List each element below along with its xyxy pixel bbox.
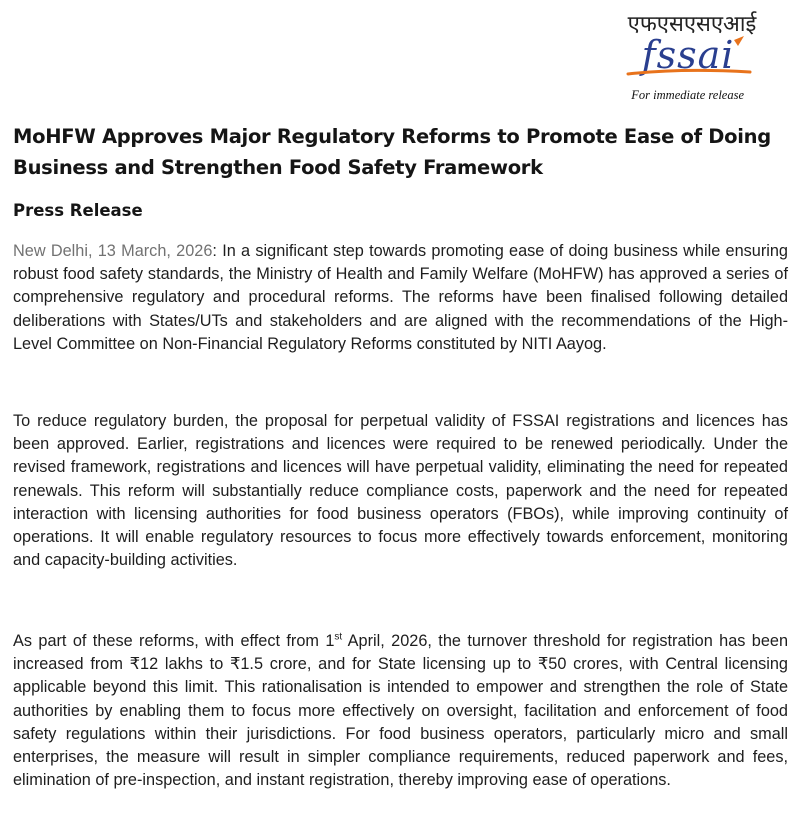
fssai-logo (622, 6, 762, 82)
logo-hindi-text: एफएसएसएआई (627, 12, 757, 37)
release-note: For immediate release (631, 88, 744, 102)
paragraph-threshold-text-before: As part of these reforms, with effect from 1 (13, 632, 335, 650)
paragraph-perpetual-validity: To reduce regulatory burden, the proposal for perpetual validity of FSSAI registrations and licences has been approved. Earlier, registrations and licences were required to be renewed periodically. Under the revised framework, registrations and licences will have perpetual validity, eliminating the need for repeated renewals. This reform will substantially reduce compliance costs, paperwork and the need for repeated interaction with licensing authorities for food business operators (FBOs), while improving continuity of operations. It will enable regulatory resources to focus more effectively towards enforcement, monitoring and capacity-building activities. (13, 412, 788, 570)
headline: MoHFW Approves Major Regulatory Reforms to Promote Ease of Doing Business and Strengthen Food Safety Framework (13, 125, 771, 179)
paragraph-threshold-text-after: April, 2026, the turnover threshold for registration has been increased from ₹12 lakhs to ₹1.5 crore, and for State licensing up to ₹50 crores, with Central licensing applicable beyond this limit. This rationalisation is intended to empower and strengthen the role of State authorities by enabling them to focus more effectively on oversight, facilitation and enforcement of food safety regulations within their jurisdictions. For food business operators, particularly micro and small enterprises, the measure will result in simpler compliance requirements, reduced paperwork and fees, elimination of pre-inspection, and instant registration, thereby improving ease of operations. (13, 632, 789, 790)
logo-accent-mark (734, 36, 744, 46)
paragraph-turnover-threshold (13, 630, 788, 792)
paragraph-intro-text: : In a significant step towards promoting ease of doing business while ensuring robust food safety standards, the Ministry of Health and Family Welfare (MoHFW) has approved a series of comprehensive regulatory and procedural reforms. The reforms have been finalised following detailed deliberations with States/UTs and stakeholders and are aligned with the recommendations of the High-Level Committee on Non-Financial Regulatory Reforms constituted by NITI Aayog. (13, 242, 788, 353)
dateline: New Delhi, 13 March, 2026 (13, 242, 213, 260)
paragraph-intro (13, 240, 788, 356)
logo-brand-text: fssai (641, 33, 735, 77)
subhead-press-release: Press Release (13, 201, 143, 220)
ordinal-superscript: st (334, 631, 343, 643)
